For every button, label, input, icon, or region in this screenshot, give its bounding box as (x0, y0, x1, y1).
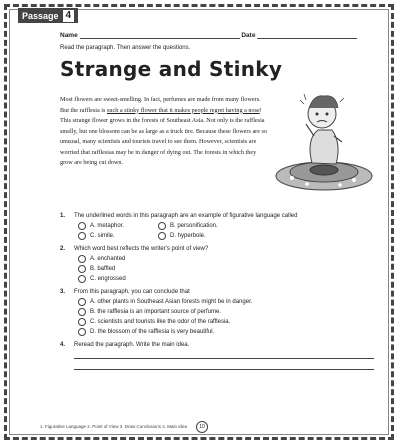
instructions: Read the paragraph. Then answer the questions. (60, 45, 191, 51)
answer-bubble[interactable] (78, 275, 86, 283)
answer-bubble[interactable] (78, 308, 86, 316)
passage-number: 4 (63, 10, 75, 22)
question-stem: Reread the paragraph. Write the main idea. (74, 342, 190, 348)
option-1a[interactable] (78, 222, 158, 230)
rafflesia-illustration (262, 78, 382, 198)
paragraph-after: ! This strange flower grows in the forests of Southeast Asia. Not only is the rafflesia smelly, but one blossom can be as large as a truck tire. Because these flowers are so unusual, many scientists and tourists travel to see them. However, scientists are worried that rafflesias may be in danger of dying out. The forests in which they grow are being cut down. (60, 106, 268, 166)
answer-bubble[interactable] (78, 318, 86, 326)
answer-bubble[interactable] (78, 222, 86, 230)
option-label: B. personification. (170, 223, 218, 229)
option-1d[interactable] (158, 232, 238, 240)
passage-paragraph (60, 95, 270, 169)
answer-bubble[interactable] (78, 328, 86, 336)
paragraph-underlined: such a stinky flower that it makes people regret having a nose (106, 106, 260, 114)
answer-bubble[interactable] (158, 232, 166, 240)
paragraph-before: Most flowers are sweet-smelling. In fact, perfumes are made from many flowers. But the rafflesia is (60, 96, 261, 114)
option-3a[interactable] (78, 298, 338, 306)
option-label: D. hyperbole. (170, 233, 206, 239)
name-date-row (60, 32, 380, 39)
option-label: A. metaphor. (90, 223, 125, 229)
option-label: C. simile. (90, 233, 115, 239)
answer-bubble[interactable] (78, 265, 86, 273)
option-label: C. engrossed (90, 276, 126, 282)
question-stem: Which word best reflects the writer's point of view? (74, 246, 209, 252)
option-3c[interactable] (78, 318, 338, 326)
question-number: 2. (60, 246, 66, 252)
option-1b[interactable] (158, 222, 238, 230)
question-1 (60, 213, 380, 240)
question-3 (60, 289, 380, 336)
question-number: 3. (60, 289, 66, 295)
option-label: D. the blossom of the rafflesia is very beautiful. (90, 329, 215, 335)
option-1c[interactable] (78, 232, 158, 240)
question-4 (60, 342, 380, 370)
passage-label: Passage (22, 10, 59, 21)
answer-bubble[interactable] (78, 298, 86, 306)
answer-line-1[interactable] (74, 348, 374, 359)
question-number: 1. (60, 213, 66, 219)
option-2b[interactable] (78, 265, 338, 273)
page-title: Strange and Stinky (60, 57, 283, 81)
passage-tab (18, 8, 78, 23)
name-label: Name (60, 32, 78, 39)
option-3d[interactable] (78, 328, 338, 336)
option-3b[interactable] (78, 308, 338, 316)
page-number: 10 (196, 421, 208, 433)
question-number: 4. (60, 342, 66, 348)
option-label: A. enchanted (90, 256, 126, 262)
option-label: B. the rafflesia is an important source of perfume. (90, 309, 221, 315)
date-label: Date (241, 32, 256, 39)
footer-skills: 1. Figurative Language 2. Point of View 3. Draw Conclusions 4. Main Idea (40, 424, 188, 429)
answer-bubble[interactable] (78, 255, 86, 263)
answer-bubble[interactable] (158, 222, 166, 230)
option-2c[interactable] (78, 275, 338, 283)
option-label: B. baffled (90, 266, 116, 272)
answer-bubble[interactable] (78, 232, 86, 240)
name-field[interactable] (80, 32, 240, 39)
option-label: A. other plants in Southeast Asian forests might be in danger. (90, 299, 253, 305)
question-2 (60, 246, 380, 283)
option-2a[interactable] (78, 255, 338, 263)
questions-section (60, 213, 380, 376)
date-field[interactable] (257, 32, 357, 39)
question-stem: The underlined words in this paragraph are an example of figurative language called (74, 213, 298, 219)
option-label: C. scientists and tourists like the odor of the rafflesia. (90, 319, 231, 325)
question-stem: From this paragraph, you can conclude that (74, 289, 190, 295)
answer-line-2[interactable] (74, 359, 374, 370)
